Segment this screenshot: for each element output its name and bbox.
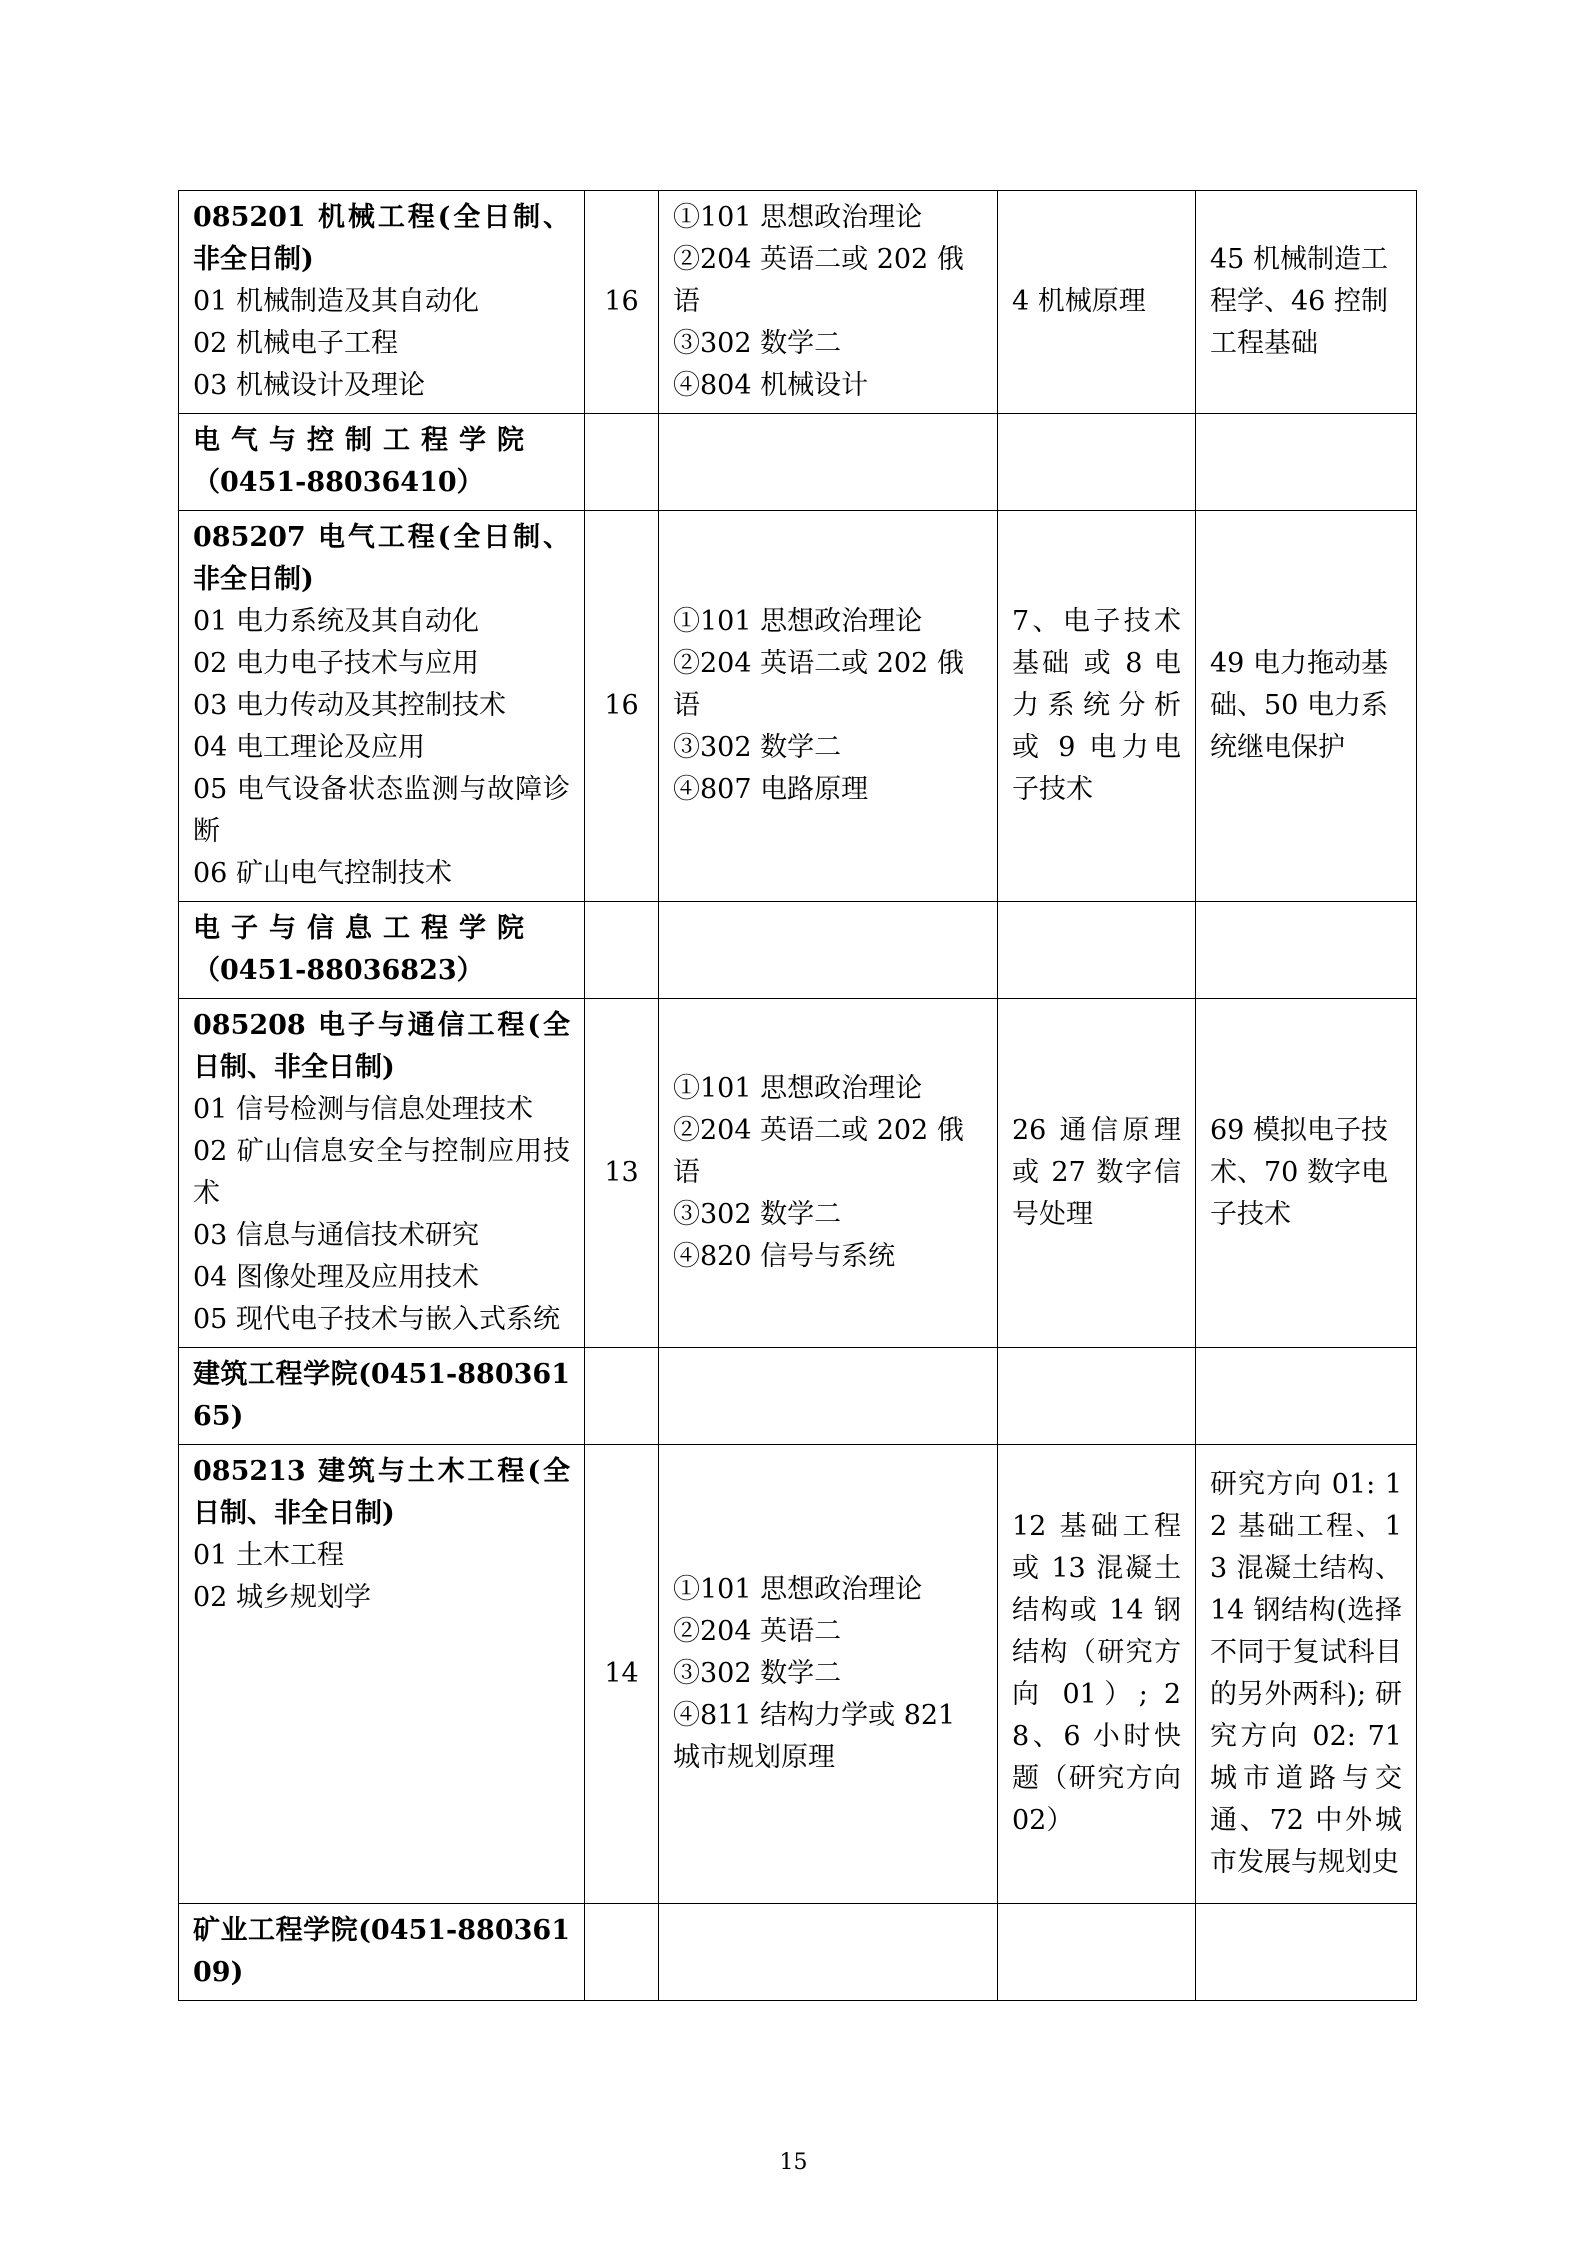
college-row [179, 414, 1417, 511]
retest-subject-cell: 26 通信原理或 27 数字信号处理 [998, 999, 1196, 1348]
table-row [179, 511, 1417, 902]
direction-item: 05 现代电子技术与嵌入式系统 [193, 1304, 560, 1335]
exam-subjects-cell [659, 191, 998, 414]
direction-item: 02 矿山信息安全与控制应用技术 [193, 1136, 570, 1209]
table-row [179, 1445, 1417, 1904]
exam-subject: ④804 机械设计 [673, 370, 869, 401]
direction-item: 01 信号检测与信息处理技术 [193, 1094, 533, 1125]
exam-subject: ④807 电路原理 [673, 774, 869, 805]
college-phone: （0451-88036823） [193, 955, 484, 986]
exam-subject: ③302 数学二 [673, 1199, 842, 1230]
exam-subject: ②204 英语二或 202 俄语 [673, 648, 964, 721]
college-phone: （0451-88036410） [193, 467, 484, 498]
empty-cell [1196, 1904, 1417, 2001]
major-title: 085207 电气工程(全日制、非全日制) [193, 522, 570, 595]
page-number: 15 [779, 2150, 808, 2175]
major-cell [179, 999, 585, 1348]
quota-cell: 14 [585, 1445, 659, 1904]
exam-subjects-cell [659, 1445, 998, 1904]
table-row [179, 191, 1417, 414]
retest-subject-cell: 4 机械原理 [998, 191, 1196, 414]
major-cell [179, 191, 585, 414]
college-name: 建筑工程学院(0451-88036165) [193, 1359, 570, 1432]
college-cell [179, 902, 585, 999]
exam-subject: ①101 思想政治理论 [673, 1574, 923, 1605]
exam-subject: ③302 数学二 [673, 732, 842, 763]
major-title: 085213 建筑与土木工程(全日制、非全日制) [193, 1456, 570, 1529]
exam-subject: ④811 结构力学或 821 城市规划原理 [673, 1700, 956, 1773]
extra-subject-cell: 49 电力拖动基础、50 电力系统继电保护 [1196, 511, 1417, 902]
exam-subject: ②204 英语二 [673, 1616, 842, 1647]
college-row [179, 902, 1417, 999]
exam-subject: ②204 英语二或 202 俄语 [673, 244, 964, 317]
exam-subject: ①101 思想政治理论 [673, 606, 923, 637]
empty-cell [585, 902, 659, 999]
extra-subject-cell: 研究方向 01: 12 基础工程、13 混凝土结构、14 钢结构(选择不同于复试科目的另外两科); 研究方向 02: 71 城市道路与交通、72 中外城市发展与规划史 [1196, 1445, 1417, 1904]
college-name: 矿业工程学院(0451-88036109) [193, 1915, 570, 1988]
direction-item: 04 图像处理及应用技术 [193, 1262, 479, 1293]
direction-item: 02 电力电子技术与应用 [193, 648, 479, 679]
exam-subject: ①101 思想政治理论 [673, 202, 923, 233]
college-name: 电子与信息工程学院 [193, 913, 535, 944]
college-row [179, 1348, 1417, 1445]
empty-cell [1196, 414, 1417, 511]
exam-subject: ①101 思想政治理论 [673, 1073, 923, 1104]
exam-subject: ②204 英语二或 202 俄语 [673, 1115, 964, 1188]
major-cell [179, 1445, 585, 1904]
direction-item: 02 机械电子工程 [193, 328, 398, 359]
extra-subject-cell: 69 模拟电子技术、70 数字电子技术 [1196, 999, 1417, 1348]
direction-item: 01 电力系统及其自动化 [193, 606, 479, 637]
college-cell [179, 414, 585, 511]
direction-item: 01 机械制造及其自动化 [193, 286, 479, 317]
college-cell [179, 1348, 585, 1445]
empty-cell [659, 1348, 998, 1445]
major-title: 085201 机械工程(全日制、非全日制) [193, 202, 570, 275]
direction-item: 05 电气设备状态监测与故障诊断 [193, 774, 570, 847]
table-row [179, 999, 1417, 1348]
direction-item: 03 电力传动及其控制技术 [193, 690, 506, 721]
retest-subject-cell: 7、电子技术基础 或 8 电力系统分析 或 9 电力电子技术 [998, 511, 1196, 902]
direction-item: 01 土木工程 [193, 1540, 344, 1571]
major-cell [179, 511, 585, 902]
extra-subject-cell: 45 机械制造工程学、46 控制工程基础 [1196, 191, 1417, 414]
empty-cell [585, 414, 659, 511]
empty-cell [585, 1904, 659, 2001]
empty-cell [659, 902, 998, 999]
direction-item: 06 矿山电气控制技术 [193, 858, 452, 889]
empty-cell [998, 1348, 1196, 1445]
college-name: 电气与控制工程学院 [193, 425, 535, 456]
quota-cell: 16 [585, 511, 659, 902]
empty-cell [585, 1348, 659, 1445]
exam-subject: ③302 数学二 [673, 328, 842, 359]
direction-item: 03 信息与通信技术研究 [193, 1220, 479, 1251]
major-title: 085208 电子与通信工程(全日制、非全日制) [193, 1010, 570, 1083]
exam-subjects-cell [659, 999, 998, 1348]
empty-cell [1196, 902, 1417, 999]
exam-subject: ③302 数学二 [673, 1658, 842, 1689]
quota-cell: 16 [585, 191, 659, 414]
empty-cell [998, 1904, 1196, 2001]
direction-item: 04 电工理论及应用 [193, 732, 425, 763]
direction-item: 03 机械设计及理论 [193, 370, 425, 401]
retest-subject-cell: 12 基础工程或 13 混凝土结构或 14 钢结构（研究方向 01）; 28、6 小时快题（研究方向 02） [998, 1445, 1196, 1904]
college-cell [179, 1904, 585, 2001]
empty-cell [998, 414, 1196, 511]
empty-cell [1196, 1348, 1417, 1445]
admissions-table [178, 190, 1417, 2001]
direction-item: 02 城乡规划学 [193, 1582, 371, 1613]
empty-cell [659, 1904, 998, 2001]
empty-cell [998, 902, 1196, 999]
quota-cell: 13 [585, 999, 659, 1348]
empty-cell [659, 414, 998, 511]
college-row [179, 1904, 1417, 2001]
exam-subject: ④820 信号与系统 [673, 1241, 896, 1272]
exam-subjects-cell [659, 511, 998, 902]
